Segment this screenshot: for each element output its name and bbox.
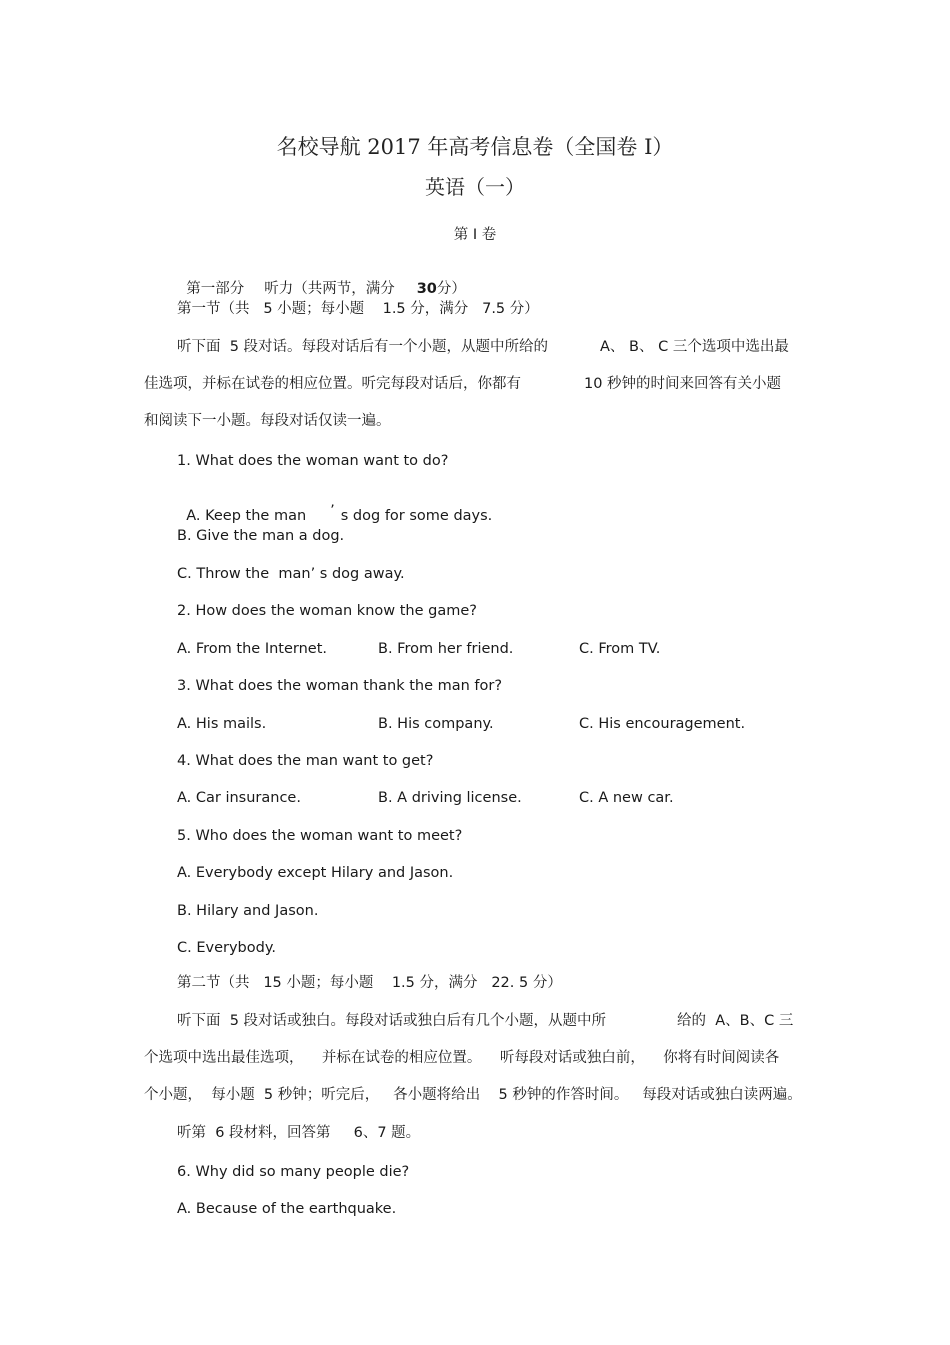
volume-label: 第 I 卷: [453, 227, 497, 243]
question-3-stem: 3. What does the woman thank the man for?: [177, 678, 503, 694]
section-two-instruction-line: 给的 A、B、C 三: [677, 1013, 794, 1029]
question-1-option-a: [177, 489, 492, 525]
question-2-option-c: C. From TV.: [579, 641, 661, 657]
question-1-option-c: C. Throw the man’ s dog away.: [177, 566, 405, 582]
section-two-instruction-line: 个小题， 每小题 5 秒钟；听完后， 各小题将给出 5 秒钟的作答时间。 每段对话或独白读两遍。: [144, 1087, 802, 1103]
page-subtitle: 英语（一）: [425, 175, 525, 199]
question-4-option-b: B. A driving license.: [378, 790, 522, 806]
section-two-instruction-line: 个选项中选出最佳选项， 并标在试卷的相应位置。 听每段对话或独白前， 你将有时间阅读各: [144, 1050, 780, 1066]
question-4-option-a: A. Car insurance.: [177, 790, 301, 806]
page-title: 名校导航 2017 年高考信息卷（全国卷 I）: [276, 135, 674, 159]
question-3-option-a: A. His mails.: [177, 716, 267, 732]
section-one-instruction-line: A、 B、 C 三个选项中选出最: [600, 339, 789, 355]
question-1-stem: 1. What does the woman want to do?: [177, 453, 449, 469]
question-1-option-a-text-end: s dog for some days.: [340, 508, 493, 524]
apostrophe: ’: [330, 503, 335, 519]
section-one-instruction-line: 10 秒钟的时间来回答有关小题: [584, 376, 782, 392]
part-one-heading: [177, 262, 466, 298]
part-one-score: 30: [416, 281, 437, 297]
section-one-heading: 第一节（共 5 小题；每小题 1.5 分，满分 7.5 分）: [177, 301, 539, 317]
question-6-stem: 6. Why did so many people die?: [177, 1164, 410, 1180]
section-one-instruction-line: 和阅读下一小题。每段对话仅读一遍。: [144, 413, 391, 429]
part-one-label: 第一部分: [186, 281, 245, 297]
question-2-option-b: B. From her friend.: [378, 641, 514, 657]
part-one-name: 听力（共两节，满分: [264, 281, 395, 297]
question-4-option-c: C. A new car.: [579, 790, 674, 806]
question-3-option-b: B. His company.: [378, 716, 494, 732]
question-1-option-b: B. Give the man a dog.: [177, 528, 345, 544]
question-2-option-a: A. From the Internet.: [177, 641, 328, 657]
section-two-instruction-line: 听下面 5 段对话或独白。每段对话或独白后有几个小题，从题中所: [177, 1013, 607, 1029]
section-two-material-note: 听第 6 段材料，回答第 6、7 题。: [177, 1125, 421, 1141]
question-3-option-c: C. His encouragement.: [579, 716, 746, 732]
question-5-stem: 5. Who does the woman want to meet?: [177, 828, 463, 844]
question-5-option-c: C. Everybody.: [177, 940, 276, 956]
section-two-heading: 第二节（共 15 小题；每小题 1.5 分，满分 22. 5 分）: [177, 975, 562, 991]
question-2-stem: 2. How does the woman know the game?: [177, 603, 477, 619]
question-5-option-a: A. Everybody except Hilary and Jason.: [177, 865, 454, 881]
question-6-option-a: A. Because of the earthquake.: [177, 1201, 397, 1217]
part-one-score-unit: 分）: [436, 281, 466, 297]
section-one-instruction-line: 佳选项，并标在试卷的相应位置。听完每段对话后，你都有: [144, 376, 521, 392]
question-4-stem: 4. What does the man want to get?: [177, 753, 434, 769]
question-5-option-b: B. Hilary and Jason.: [177, 903, 319, 919]
question-1-option-a-text: A. Keep the man: [186, 508, 307, 524]
section-one-instruction-line: 听下面 5 段对话。每段对话后有一个小题，从题中所给的: [177, 339, 549, 355]
